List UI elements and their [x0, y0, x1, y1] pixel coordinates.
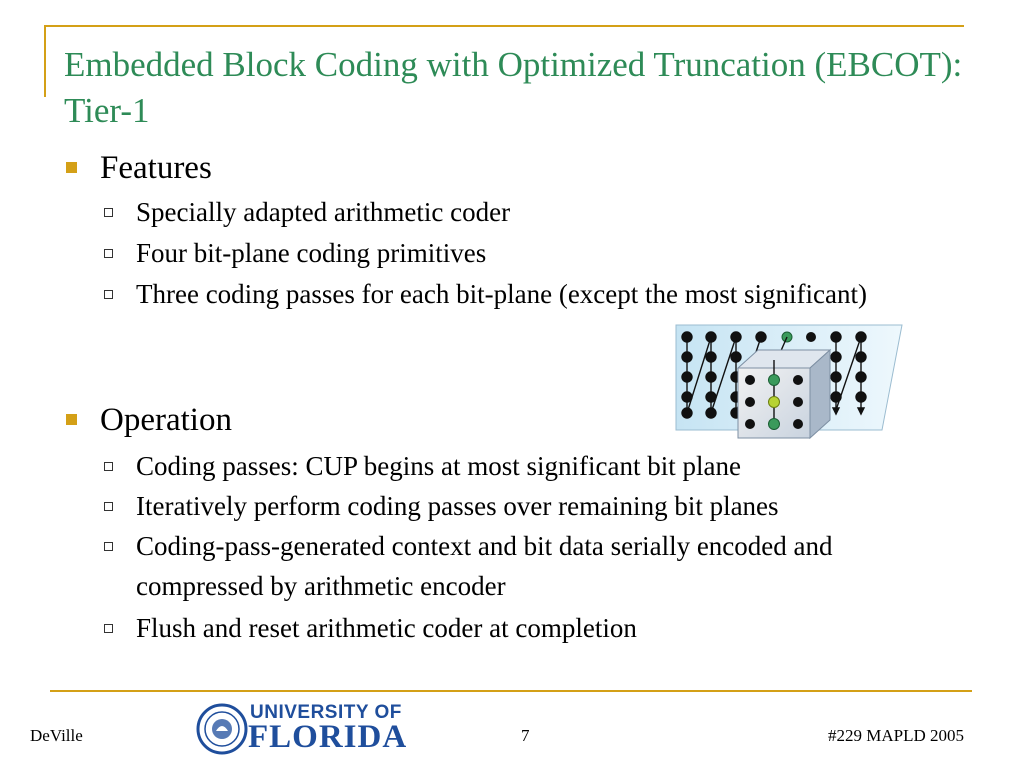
hollow-square-bullet-icon — [104, 208, 113, 217]
bit-plane-scan-diagram — [670, 320, 910, 445]
hollow-square-bullet-icon — [104, 462, 113, 471]
university-logo — [196, 700, 416, 758]
square-bullet-icon — [66, 162, 77, 173]
footer-conference: #229 MAPLD 2005 — [828, 726, 965, 745]
square-bullet-icon — [66, 414, 77, 425]
coded-bit-dot — [769, 375, 780, 386]
logo-text-line2: FLORIDA — [248, 719, 408, 755]
page-number: 7 — [521, 726, 530, 745]
section-heading: Operation — [100, 402, 232, 438]
footer-author: DeVille — [30, 726, 83, 745]
top-rule — [44, 25, 964, 27]
university-seal-icon — [196, 701, 248, 757]
hollow-square-bullet-icon — [104, 290, 113, 299]
hollow-square-bullet-icon — [104, 542, 113, 551]
hollow-square-bullet-icon — [104, 502, 113, 511]
logo-text-line1: UNIVERSITY OF — [250, 702, 402, 723]
section-operation: Operation Coding passes: CUP begins at most significant bit plane Iteratively perform coding passes over remaining bit planes Coding-pass-generated context and bit data serially encoded and compressed by arithmetic encoder Flush and reset arithmetic coder at completion — [66, 400, 946, 660]
section-heading: Features — [100, 150, 212, 186]
left-rule — [44, 25, 46, 97]
hollow-square-bullet-icon — [104, 249, 113, 258]
coded-bit-dot — [769, 419, 780, 430]
code-block-cube — [738, 350, 830, 438]
footer-rule — [50, 690, 972, 692]
hollow-square-bullet-icon — [104, 624, 113, 633]
section-features: Features Specially adapted arithmetic coder Four bit-plane coding primitives Three coding passes for each bit-plane (except the most significant) — [66, 148, 946, 358]
current-bit-dot — [769, 397, 780, 408]
slide-title: Embedded Block Coding with Optimized Truncation (EBCOT): Tier-1 — [64, 45, 963, 130]
